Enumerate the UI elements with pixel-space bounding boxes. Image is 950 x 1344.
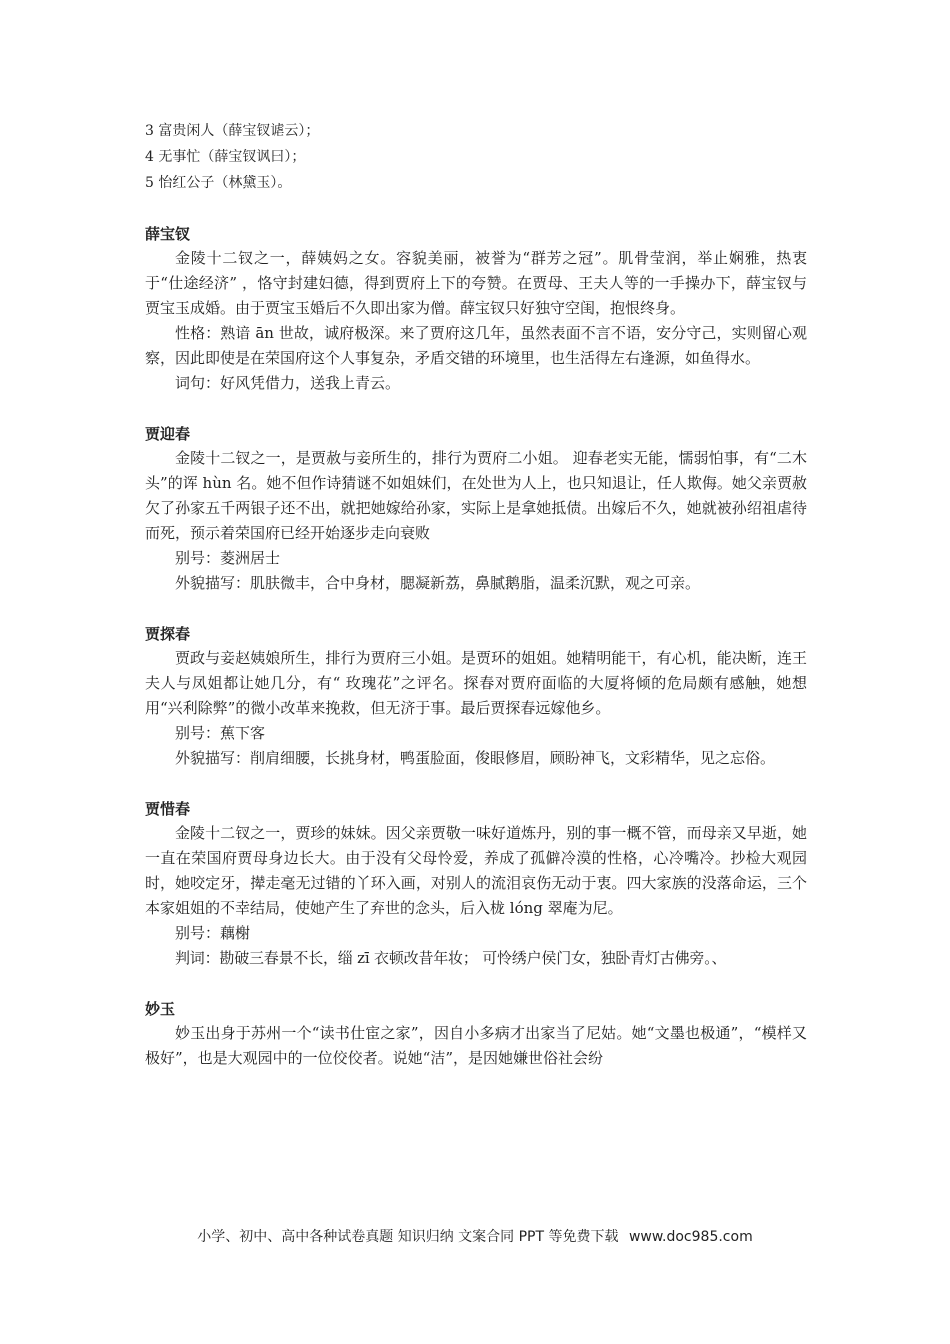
section-title: 薛宝钗 xyxy=(145,225,191,243)
list-item: 4 无事忙（薛宝钗讽曰）； xyxy=(145,149,306,165)
section-title: 妙玉 xyxy=(145,1000,176,1018)
section-title: 贾迎春 xyxy=(145,425,191,443)
paragraph: 金陵十二钗之一，是贾赦与妾所生的，排行为贾府二小姐。 迎春老实无能，懦弱怕事，有“二木头”的诨 hùn 名。她不但作诗猜谜不如姐妹们，在处世为人上，也只知退让，任人欺侮。她父亲贾赦欠了孙家五千两银子还不出，就把她嫁给孙家，实际上是拿她抵债。出嫁后不久，她就被孙绍祖虐待而死，预示着荣国府已经开始逐步走向衰败 xyxy=(145,449,807,542)
section-title: 贾惜春 xyxy=(145,800,191,818)
paragraph: 别号：菱洲居士 xyxy=(175,549,281,567)
paragraph: 贾政与妾赵姨娘所生，排行为贾府三小姐。是贾环的姐姐。她精明能干，有心机，能决断，连王夫人与凤姐都让她几分，有“ 玫瑰花”之评名。探春对贾府面临的大厦将倾的危局颇有感触，她想用“兴利除弊”的微小改革来挽救，但无济于事。最后贾探春远嫁他乡。 xyxy=(145,649,807,717)
page-content xyxy=(145,118,807,1071)
paragraph: 别号：蕉下客 xyxy=(175,724,266,742)
section-jia-yingchun xyxy=(145,422,807,596)
paragraph: 金陵十二钗之一，贾珍的妹妹。因父亲贾敬一味好道炼丹，别的事一概不管，而母亲又早逝，她一直在荣国府贾母身边长大。由于没有父母怜爱，养成了孤僻冷漠的性格，心冷嘴冷。抄检大观园时，她咬定牙，撵走毫无过错的丫环入画，对别人的流泪哀伤无动于衷。四大家族的没落命运，三个本家姐姐的不幸结局，使她产生了弃世的念头，后入栊 lóng 翠庵为尼。 xyxy=(145,824,807,917)
paragraph: 外貌描写：肌肤微丰，合中身材，腮凝新荔，鼻腻鹅脂，温柔沉默，观之可亲。 xyxy=(175,574,701,592)
section-miaoyu xyxy=(145,997,807,1071)
paragraph: 性格：熟谙 ān 世故，诚府极深。来了贾府这几年，虽然表面不言不语，安分守己，实则留心观察，因此即使是在荣国府这个人事复杂，矛盾交错的环境里，也生活得左右逢源，如鱼得水。 xyxy=(145,324,807,367)
paragraph: 别号：藕榭 xyxy=(175,924,251,942)
paragraph: 妙玉出身于苏州一个“读书仕宦之家”，因自小多病才出家当了尼姑。她“文墨也极通”，“模样又极好”，也是大观园中的一位佼佼者。说她“洁”，是因她嫌世俗社会纷 xyxy=(145,1024,807,1067)
list-item: 5 怡红公子（林黛玉）。 xyxy=(145,175,292,191)
section-xue-baochai xyxy=(145,222,807,396)
paragraph: 词句：好风凭借力，送我上青云。 xyxy=(175,374,401,392)
footer-text: 小学、初中、高中各种试卷真题 知识归纳 文案合同 PPT 等免费下载 xyxy=(197,1229,619,1245)
section-jia-xichun xyxy=(145,797,807,971)
section-title: 贾探春 xyxy=(145,625,191,643)
paragraph: 外貌描写：削肩细腰，长挑身材，鸭蛋脸面，俊眼修眉，顾盼神飞，文彩精华，见之忘俗。 xyxy=(175,749,776,767)
paragraph: 金陵十二钗之一，薛姨妈之女。容貌美丽，被誉为“群芳之冠”。肌骨莹润，举止娴雅，热衷于“仕途经济” ，恪守封建妇德，得到贾府上下的夸赞。在贾母、王夫人等的一手操办下，薛宝钗与贾宝玉成婚。由于贾宝玉婚后不久即出家为僧。薛宝钗只好独守空闺，抱恨终身。 xyxy=(145,249,807,317)
footer-link[interactable]: www.doc985.com xyxy=(628,1229,753,1245)
page-footer xyxy=(0,1226,950,1248)
list-item: 3 富贵闲人（薛宝钗谑云）； xyxy=(145,123,320,139)
section-jia-tanchun xyxy=(145,622,807,771)
paragraph: 判词：勘破三春景不长，缁 zī 衣顿改昔年妆； 可怜绣户侯门女，独卧青灯古佛旁。、 xyxy=(175,949,727,967)
intro-list xyxy=(145,118,807,196)
